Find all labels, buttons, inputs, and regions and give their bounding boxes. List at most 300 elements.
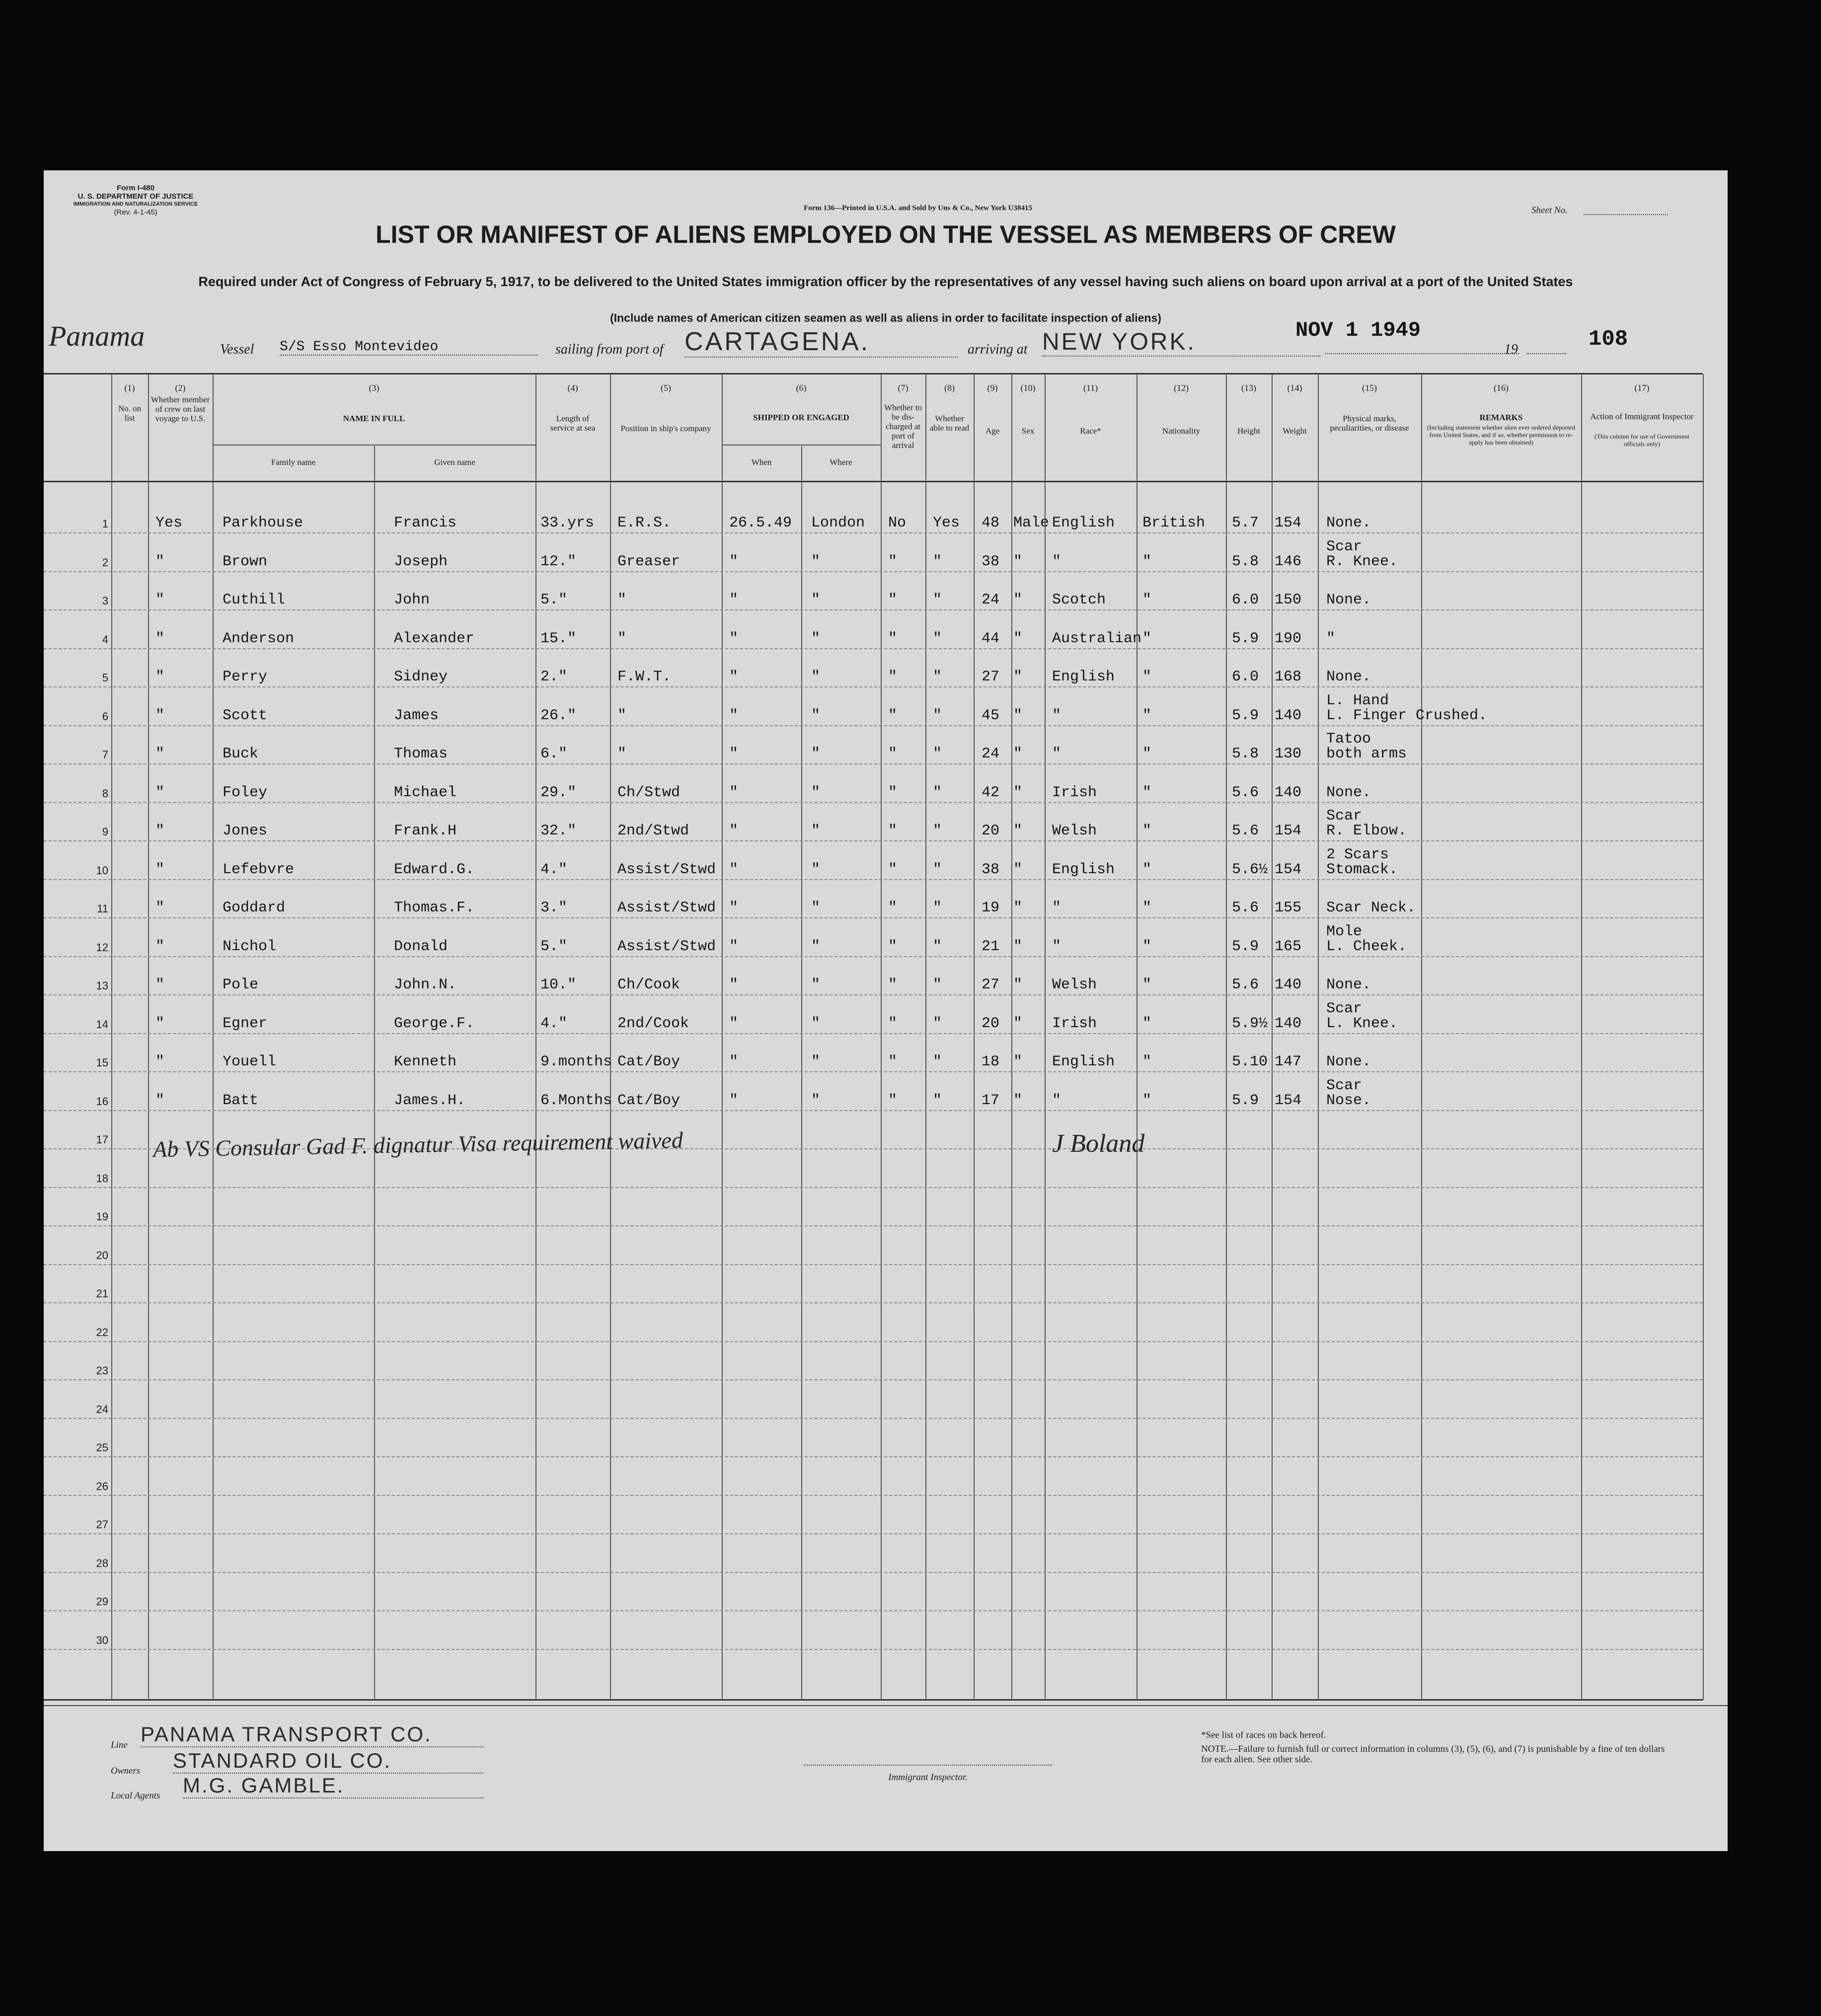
cell-nationality: " xyxy=(1142,746,1152,762)
cell-when: " xyxy=(729,1015,739,1032)
margin-note: Panama xyxy=(49,320,145,352)
cell-age: 38 xyxy=(982,861,1000,878)
cell-discharge: " xyxy=(888,976,898,993)
column-divider xyxy=(722,374,723,1700)
row-number: 29 xyxy=(96,1595,108,1608)
column-divider xyxy=(535,374,536,1700)
row-rule xyxy=(44,994,1703,995)
cell-when: " xyxy=(729,784,739,801)
cell-sex: " xyxy=(1013,669,1023,685)
cell-position: " xyxy=(617,592,627,608)
cell-discharge: " xyxy=(888,938,898,955)
cell-read: " xyxy=(933,553,942,570)
cell-marks-line2: L. Cheek. xyxy=(1326,938,1407,955)
cell-position: Ch/Stwd xyxy=(617,784,681,801)
row-rule xyxy=(44,1610,1703,1611)
cell-marks: None. xyxy=(1326,515,1371,531)
cell-given: James xyxy=(394,707,439,724)
cell-family: Nichol xyxy=(223,938,277,955)
column-divider xyxy=(1272,374,1273,1700)
column-divider xyxy=(610,374,611,1700)
cell-service: 9.months xyxy=(540,1053,612,1070)
line-label: Line xyxy=(111,1740,128,1750)
cell-discharge: " xyxy=(888,1092,898,1109)
cell-height: 5.6 xyxy=(1232,822,1259,839)
cell-nationality: " xyxy=(1142,784,1152,801)
cell-age: 18 xyxy=(982,1053,1000,1070)
cell-weight: 140 xyxy=(1275,784,1302,801)
manifest-sheet xyxy=(44,170,1728,1851)
page-number: 108 xyxy=(1589,327,1628,352)
header-family-name: Family name xyxy=(271,457,316,467)
row-number: 14 xyxy=(96,1018,108,1031)
race-note: *See list of races on back hereof. xyxy=(1201,1730,1326,1740)
cell-age: 27 xyxy=(982,669,1000,685)
cell-read: " xyxy=(933,938,942,955)
header-name-in-full: NAME IN FULL xyxy=(343,414,405,423)
cell-last: " xyxy=(155,976,165,993)
cell-sex: " xyxy=(1013,746,1023,762)
cell-position: Assist/Stwd xyxy=(617,861,716,878)
cell-discharge: " xyxy=(888,1053,898,1070)
cell-service: 15." xyxy=(540,630,577,647)
cell-nationality: " xyxy=(1142,630,1152,647)
row-rule xyxy=(44,1341,1703,1342)
sailing-label: sailing from port of xyxy=(555,342,664,357)
cell-nationality: British xyxy=(1142,515,1206,531)
cell-sex: " xyxy=(1013,861,1023,878)
cell-nationality: " xyxy=(1142,592,1152,608)
cell-when: " xyxy=(729,707,739,724)
cell-given: James.H. xyxy=(394,1092,466,1109)
cell-given: John.N. xyxy=(394,976,457,993)
cell-height: 5.9½ xyxy=(1232,1015,1268,1032)
cell-marks-line2: R. Knee. xyxy=(1326,553,1398,570)
cell-age: 44 xyxy=(982,630,1000,647)
cell-service: 4." xyxy=(540,861,568,878)
column-divider xyxy=(111,374,112,1700)
page-title: LIST OR MANIFEST OF ALIENS EMPLOYED ON THE VESSEL AS MEMBERS OF CREW xyxy=(376,221,1396,248)
cell-weight: 146 xyxy=(1275,553,1302,570)
column-number: (8) xyxy=(944,383,955,393)
header-when: When xyxy=(751,457,772,467)
cell-weight: 140 xyxy=(1275,976,1302,993)
header-able-to-read: Whether able to read xyxy=(929,414,970,433)
cell-position: " xyxy=(617,746,627,762)
header-race: Race* xyxy=(1080,426,1101,436)
cell-last: " xyxy=(155,822,165,839)
cell-family: Parkhouse xyxy=(223,515,304,531)
cell-read: " xyxy=(933,707,942,724)
cell-family: Youell xyxy=(223,1053,277,1070)
cell-race: Irish xyxy=(1052,1015,1097,1032)
header-remarks: REMARKS xyxy=(1479,413,1523,422)
row-rule xyxy=(44,879,1703,880)
header-action: Action of Immigrant Inspector xyxy=(1590,412,1694,421)
row-rule xyxy=(44,1495,1703,1496)
cell-age: 27 xyxy=(982,976,1000,993)
owners-label: Owners xyxy=(111,1766,141,1776)
header-position: Position in ship's company xyxy=(620,424,711,433)
vessel-name: S/S Esso Montevideo xyxy=(280,339,538,356)
row-number: 23 xyxy=(96,1364,108,1377)
cell-discharge: " xyxy=(888,784,898,801)
cell-given: Kenneth xyxy=(394,1053,457,1070)
cell-age: 17 xyxy=(982,1092,1000,1109)
cell-sex: " xyxy=(1013,707,1023,724)
column-number: (11) xyxy=(1083,383,1098,393)
sheet-number-field xyxy=(1584,214,1668,215)
row-rule xyxy=(44,1225,1703,1226)
row-rule xyxy=(44,917,1703,918)
header-action-note: (This column for use of Government officials only) xyxy=(1594,433,1689,448)
row-rule xyxy=(44,1110,1703,1111)
cell-given: Joseph xyxy=(394,553,448,570)
column-number: (17) xyxy=(1634,383,1650,393)
cell-when: " xyxy=(729,553,739,570)
cell-sex: " xyxy=(1013,592,1023,608)
cell-age: 24 xyxy=(982,746,1000,762)
row-number: 9 xyxy=(102,825,108,838)
cell-read: " xyxy=(933,669,942,685)
cell-where: " xyxy=(811,784,821,801)
cell-where: " xyxy=(811,861,821,878)
cell-read: " xyxy=(933,784,942,801)
cell-nationality: " xyxy=(1142,553,1152,570)
cell-read: " xyxy=(933,630,942,647)
cell-marks-line2: L. Finger Crushed. xyxy=(1326,707,1488,724)
cell-when: " xyxy=(729,1092,739,1109)
fine-note: NOTE.—Failure to furnish full or correct information in columns (3), (5), (6), and (7) is punishable by a fine of ten dollars for each alien. See other side. xyxy=(1201,1744,1665,1765)
cell-height: 5.8 xyxy=(1232,746,1259,762)
cell-when: " xyxy=(729,746,739,762)
cell-position: Greaser xyxy=(617,553,681,570)
department-label: U. S. DEPARTMENT OF JUSTICE xyxy=(77,192,194,201)
cell-read: " xyxy=(933,861,942,878)
cell-marks: Scar xyxy=(1326,1000,1363,1017)
row-rule xyxy=(44,956,1703,957)
cell-weight: 154 xyxy=(1275,822,1302,839)
cell-sex: Male xyxy=(1013,515,1050,531)
row-number: 2 xyxy=(102,556,108,569)
cell-discharge: " xyxy=(888,630,898,647)
cell-age: 48 xyxy=(982,515,1000,531)
column-divider xyxy=(1226,374,1227,1700)
consular-annotation: Ab VS Consular Gad F. dignatur Visa requirement waived xyxy=(152,1127,683,1162)
cell-race: English xyxy=(1052,861,1115,878)
cell-where: " xyxy=(811,1015,821,1032)
cell-where: " xyxy=(811,669,821,685)
header-given-name: Given name xyxy=(434,457,475,467)
cell-read: Yes xyxy=(933,515,960,531)
cell-position: E.R.S. xyxy=(617,515,672,531)
column-divider xyxy=(1421,374,1422,1700)
cell-height: 6.0 xyxy=(1232,669,1259,685)
cell-sex: " xyxy=(1013,553,1023,570)
cell-height: 5.9 xyxy=(1232,938,1259,955)
row-number: 21 xyxy=(96,1287,108,1300)
row-number: 18 xyxy=(96,1172,108,1185)
inspector-signature: J Boland xyxy=(1052,1129,1145,1158)
row-number: 25 xyxy=(96,1441,108,1454)
cell-when: " xyxy=(729,822,739,839)
cell-race: Australian xyxy=(1052,630,1142,647)
table-bottom-rule xyxy=(44,1699,1703,1701)
cell-last: " xyxy=(155,553,165,570)
header-age: Age xyxy=(985,426,1000,436)
cell-height: 5.9 xyxy=(1232,707,1259,724)
cell-read: " xyxy=(933,976,942,993)
row-number: 30 xyxy=(96,1634,108,1646)
row-number: 15 xyxy=(96,1056,108,1069)
row-rule xyxy=(44,1418,1703,1419)
cell-last: " xyxy=(155,630,165,647)
cell-weight: 150 xyxy=(1275,592,1302,608)
cell-where: London xyxy=(811,515,865,531)
cell-where: " xyxy=(811,1092,821,1109)
cell-family: Brown xyxy=(223,553,268,570)
footer-rule xyxy=(44,1705,1728,1706)
cell-weight: 155 xyxy=(1275,899,1302,916)
name-subheader-rule xyxy=(213,445,535,446)
column-number: (14) xyxy=(1287,383,1302,393)
cell-read: " xyxy=(933,1053,942,1070)
cell-race: English xyxy=(1052,1053,1115,1070)
cell-marks-line2: L. Knee. xyxy=(1326,1015,1398,1032)
cell-where: " xyxy=(811,553,821,570)
cell-position: Cat/Boy xyxy=(617,1053,681,1070)
cell-where: " xyxy=(811,592,821,608)
cell-race: " xyxy=(1052,938,1062,955)
cell-family: Batt xyxy=(223,1092,259,1109)
row-rule xyxy=(44,1187,1703,1188)
cell-height: 5.9 xyxy=(1232,630,1259,647)
row-number: 26 xyxy=(96,1480,108,1493)
column-divider xyxy=(374,446,375,1700)
cell-position: " xyxy=(617,707,627,724)
cell-discharge: " xyxy=(888,822,898,839)
sheet-number-label: Sheet No. xyxy=(1531,205,1568,216)
row-number: 5 xyxy=(102,672,108,684)
cell-last: " xyxy=(155,669,165,685)
column-number: (15) xyxy=(1362,383,1377,393)
cell-marks-line2: both arms xyxy=(1326,746,1407,762)
cell-position: Cat/Boy xyxy=(617,1092,681,1109)
cell-marks: " xyxy=(1326,630,1336,647)
column-number: (10) xyxy=(1020,383,1036,393)
column-number: (6) xyxy=(796,383,807,393)
column-divider xyxy=(1045,374,1046,1700)
row-number: 8 xyxy=(102,787,108,800)
cell-service: 33.yrs xyxy=(540,515,595,531)
cell-given: Francis xyxy=(394,515,457,531)
inspector-label: Immigrant Inspector. xyxy=(888,1772,968,1783)
cell-family: Jones xyxy=(223,822,268,839)
cell-weight: 130 xyxy=(1275,746,1302,762)
column-divider xyxy=(925,374,926,1700)
cell-sex: " xyxy=(1013,1092,1023,1109)
cell-family: Cuthill xyxy=(223,592,286,608)
header-remarks-note: (Including statement whether alien ever ordered deported from United States, and if so, whether permission to re-apply has been obtained) xyxy=(1427,424,1576,446)
column-number: (5) xyxy=(661,383,671,393)
cell-where: " xyxy=(811,976,821,993)
cell-read: " xyxy=(933,1015,942,1032)
line-value: PANAMA TRANSPORT CO. xyxy=(141,1722,483,1747)
column-divider xyxy=(1318,374,1319,1700)
cell-service: 2." xyxy=(540,669,568,685)
cell-marks: None. xyxy=(1326,976,1371,993)
cell-service: 5." xyxy=(540,938,568,955)
cell-given: Frank.H xyxy=(394,822,457,839)
cell-given: Thomas xyxy=(394,746,448,762)
cell-height: 5.8 xyxy=(1232,553,1259,570)
cell-sex: " xyxy=(1013,899,1023,916)
row-rule xyxy=(44,1302,1703,1303)
column-number: (4) xyxy=(567,383,578,393)
date-field xyxy=(1325,353,1519,354)
cell-age: 38 xyxy=(982,553,1000,570)
row-rule xyxy=(44,1649,1703,1650)
cell-service: 6.Months xyxy=(540,1092,612,1109)
cell-height: 5.9 xyxy=(1232,1092,1259,1109)
cell-marks: L. Hand xyxy=(1326,692,1389,709)
cell-height: 5.6 xyxy=(1232,784,1259,801)
row-rule xyxy=(44,686,1703,687)
header-no-on-list: No. on list xyxy=(118,404,142,423)
cell-race: Irish xyxy=(1052,784,1097,801)
cell-weight: 140 xyxy=(1275,707,1302,724)
table-header-rule xyxy=(44,481,1703,482)
row-number: 27 xyxy=(96,1518,108,1531)
row-number: 11 xyxy=(97,902,108,915)
cell-when: " xyxy=(729,1053,739,1070)
row-number: 28 xyxy=(96,1557,108,1569)
cell-last: " xyxy=(155,1053,165,1070)
date-stamp: NOV 1 1949 xyxy=(1295,318,1421,342)
cell-weight: 140 xyxy=(1275,1015,1302,1032)
cell-when: " xyxy=(729,976,739,993)
cell-age: 24 xyxy=(982,592,1000,608)
row-number: 10 xyxy=(96,864,108,877)
cell-discharge: " xyxy=(888,553,898,570)
cell-when: " xyxy=(729,938,739,955)
cell-read: " xyxy=(933,746,942,762)
header-physical-marks: Physical marks, peculiarities, or disease xyxy=(1330,414,1409,433)
cell-age: 21 xyxy=(982,938,1000,955)
column-number: (7) xyxy=(898,383,909,393)
row-number: 1 xyxy=(102,518,108,530)
cell-service: 26." xyxy=(540,707,577,724)
owners-value: STANDARD OIL CO. xyxy=(173,1749,483,1774)
cell-family: Lefebvre xyxy=(223,861,295,878)
cell-given: Donald xyxy=(394,938,448,955)
cell-race: " xyxy=(1052,899,1062,916)
column-divider xyxy=(974,374,975,1700)
cell-height: 5.10 xyxy=(1232,1053,1268,1070)
column-number: (3) xyxy=(369,383,379,393)
column-divider xyxy=(1137,374,1138,1700)
cell-sex: " xyxy=(1013,1053,1023,1070)
cell-height: 5.6 xyxy=(1232,899,1259,916)
cell-weight: 165 xyxy=(1275,938,1302,955)
header-sex: Sex xyxy=(1021,426,1035,436)
cell-race: " xyxy=(1052,1092,1062,1109)
cell-discharge: " xyxy=(888,899,898,916)
header-nationality: Nationality xyxy=(1162,426,1201,436)
cell-nationality: " xyxy=(1142,1092,1152,1109)
cell-read: " xyxy=(933,822,942,839)
cell-where: " xyxy=(811,899,821,916)
cell-position: 2nd/Stwd xyxy=(617,822,689,839)
cell-position: Assist/Stwd xyxy=(617,899,716,916)
cell-race: " xyxy=(1052,707,1062,724)
page-subtitle: Required under Act of Congress of February 5, 1917, to be delivered to the United States immigration officer by the representatives of any vessel having such aliens on board upon arrival at a port of the United States xyxy=(198,274,1573,289)
year-field xyxy=(1526,353,1566,354)
cell-service: 6." xyxy=(540,746,568,762)
cell-service: 4." xyxy=(540,1015,568,1032)
year-label: 19 xyxy=(1504,342,1518,357)
cell-weight: 154 xyxy=(1275,515,1302,531)
cell-marks: Scar xyxy=(1326,538,1363,555)
cell-family: Scott xyxy=(223,707,268,724)
cell-marks-line2: R. Elbow. xyxy=(1326,822,1407,839)
row-number: 22 xyxy=(96,1326,108,1339)
cell-race: English xyxy=(1052,669,1115,685)
cell-given: George.F. xyxy=(394,1015,475,1032)
cell-age: 20 xyxy=(982,1015,1000,1032)
cell-service: 10." xyxy=(540,976,577,993)
cell-service: 32." xyxy=(540,822,577,839)
cell-given: John xyxy=(394,592,430,608)
cell-nationality: " xyxy=(1142,669,1152,685)
cell-family: Anderson xyxy=(223,630,295,647)
row-number: 4 xyxy=(102,633,108,646)
cell-where: " xyxy=(811,630,821,647)
row-rule xyxy=(44,802,1703,803)
cell-discharge: " xyxy=(888,669,898,685)
cell-given: Sidney xyxy=(394,669,448,685)
table-top-rule xyxy=(44,373,1703,374)
column-divider xyxy=(213,374,214,1700)
cell-marks: Scar Neck. xyxy=(1326,899,1416,916)
header-shipped: SHIPPED OR ENGAGED xyxy=(753,413,849,422)
row-number: 13 xyxy=(96,979,108,992)
cell-discharge: " xyxy=(888,592,898,608)
printer-line: Form 136—Printed in U.S.A. and Sold by Uns & Co., New York U38415 xyxy=(804,204,1032,212)
cell-last: " xyxy=(155,592,165,608)
cell-read: " xyxy=(933,899,942,916)
cell-marks-line2: Nose. xyxy=(1326,1092,1371,1109)
cell-marks: None. xyxy=(1326,592,1371,608)
cell-given: Thomas.F. xyxy=(394,899,475,916)
cell-family: Foley xyxy=(223,784,268,801)
cell-when: " xyxy=(729,669,739,685)
row-rule xyxy=(44,571,1703,572)
column-number: (2) xyxy=(175,383,186,393)
column-divider xyxy=(801,446,802,1700)
cell-last: " xyxy=(155,784,165,801)
column-number: (1) xyxy=(124,383,135,393)
cell-last: " xyxy=(155,861,165,878)
cell-race: " xyxy=(1052,553,1062,570)
cell-height: 5.6½ xyxy=(1232,861,1268,878)
cell-service: 12." xyxy=(540,553,577,570)
cell-position: Ch/Cook xyxy=(617,976,681,993)
cell-family: Pole xyxy=(223,976,259,993)
column-number: (13) xyxy=(1241,383,1256,393)
row-rule xyxy=(44,1456,1703,1457)
header-discharged: Whether to be dis-charged at port of arrival xyxy=(884,403,922,450)
